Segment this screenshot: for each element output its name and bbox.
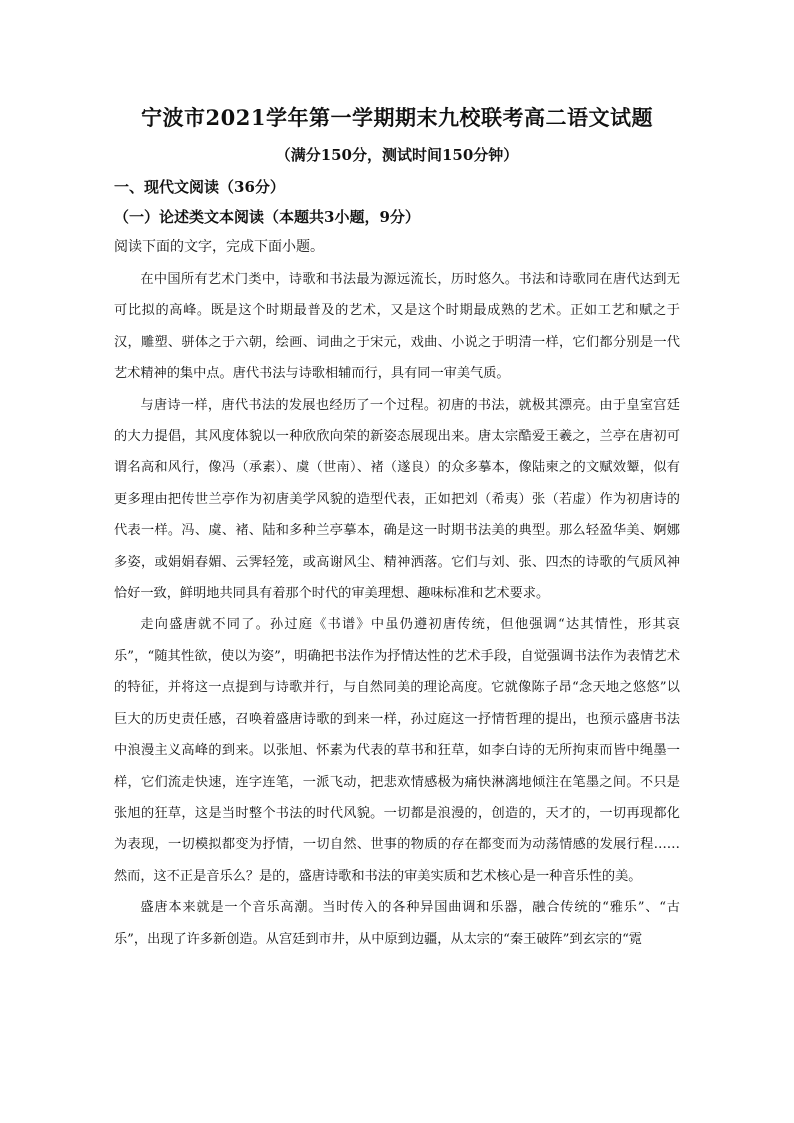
subsection-heading: （一）论述类文本阅读（本题共3小题，9分）	[114, 208, 420, 226]
reading-instruction: 阅读下面的文字，完成下面小题。	[114, 239, 324, 255]
document-title: 宁波市2021学年第一学期期末九校联考高二语文试题	[141, 105, 653, 130]
paragraph: 与唐诗一样，唐代书法的发展也经历了一个过程。初唐的书法，就极其漂亮。由于皇室宫廷的大力提倡，其风度体貌以一种欣欣向荣的新姿态展现出来。唐太宗酷爱王羲之，兰亭在唐初可谓名高和风行，像冯（承素）、虞（世南）、褚（遂良）的众多摹本，像陆柬之的文赋效颦，似有更多理由把传世兰亭作为初唐美学风貌的造型代表，正如把刘（希夷）张（若虚）作为初唐诗的代表一样。冯、虞、褚、陆和多种兰亭摹本，确是这一时期书法美的典型。那么轻盈华美、婀娜多姿，或娟娟春媚、云霁轻笼，或高谢风尘、精神洒落。它们与刘、张、四杰的诗歌的气质风神恰好一致，鲜明地共同具有着那个时代的审美理想、趣味标准和艺术要求。	[114, 397, 680, 602]
paragraph: 在中国所有艺术门类中，诗歌和书法最为源远流长，历时悠久。书法和诗歌同在唐代达到无可比拟的高峰。既是这个时期最普及的艺术，又是这个时期最成熟的艺术。正如工艺和赋之于汉，雕塑、骈体之于六朝，绘画、词曲之于宋元，戏曲、小说之于明清一样，它们都分别是一代艺术精神的集中点。唐代书法与诗歌相辅而行，具有同一审美气质。	[114, 272, 680, 382]
reading-passage	[114, 264, 680, 955]
paragraph: 走向盛唐就不同了。孙过庭《书谱》中虽仍遵初唐传统，但他强调“达其情性，形其哀乐”，“随其性欲，使以为姿”，明确把书法作为抒情达性的艺术手段，自觉强调书法作为表情艺术的特征，并将这一点提到与诗歌并行，与自然同美的理论高度。它就像陈子昂“念天地之悠悠”以巨大的历史责任感，召唤着盛唐诗歌的到来一样，孙过庭这一抒情哲理的提出，也预示盛唐书法中浪漫主义高峰的到来。以张旭、怀素为代表的草书和狂草，如李白诗的无所拘束而皆中绳墨一样，它们流走快速，连字连笔，一派飞动，把悲欢情感极为痛快淋漓地倾注在笔墨之间。不只是张旭的狂草，这是当时整个书法的时代风貌。一切都是浪漫的，创造的，天才的，一切再现都化为表现，一切模拟都变为抒情，一切自然、世事的物质的存在都变而为动荡情感的发展行程……然而，这不正是音乐么？是的，盛唐诗歌和书法的审美实质和艺术核心是一种音乐性的美。	[114, 617, 680, 884]
paragraph: 盛唐本来就是一个音乐高潮。当时传入的各种异国曲调和乐器，融合传统的“雅乐”、“古乐”，出现了许多新创造。从宫廷到市井，从中原到边疆，从太宗的“秦王破阵”到玄宗的“霓	[114, 900, 680, 947]
section-heading: 一、现代文阅读（36分）	[114, 178, 285, 196]
document-subtitle: （满分150分，测试时间150分钟）	[275, 146, 519, 164]
